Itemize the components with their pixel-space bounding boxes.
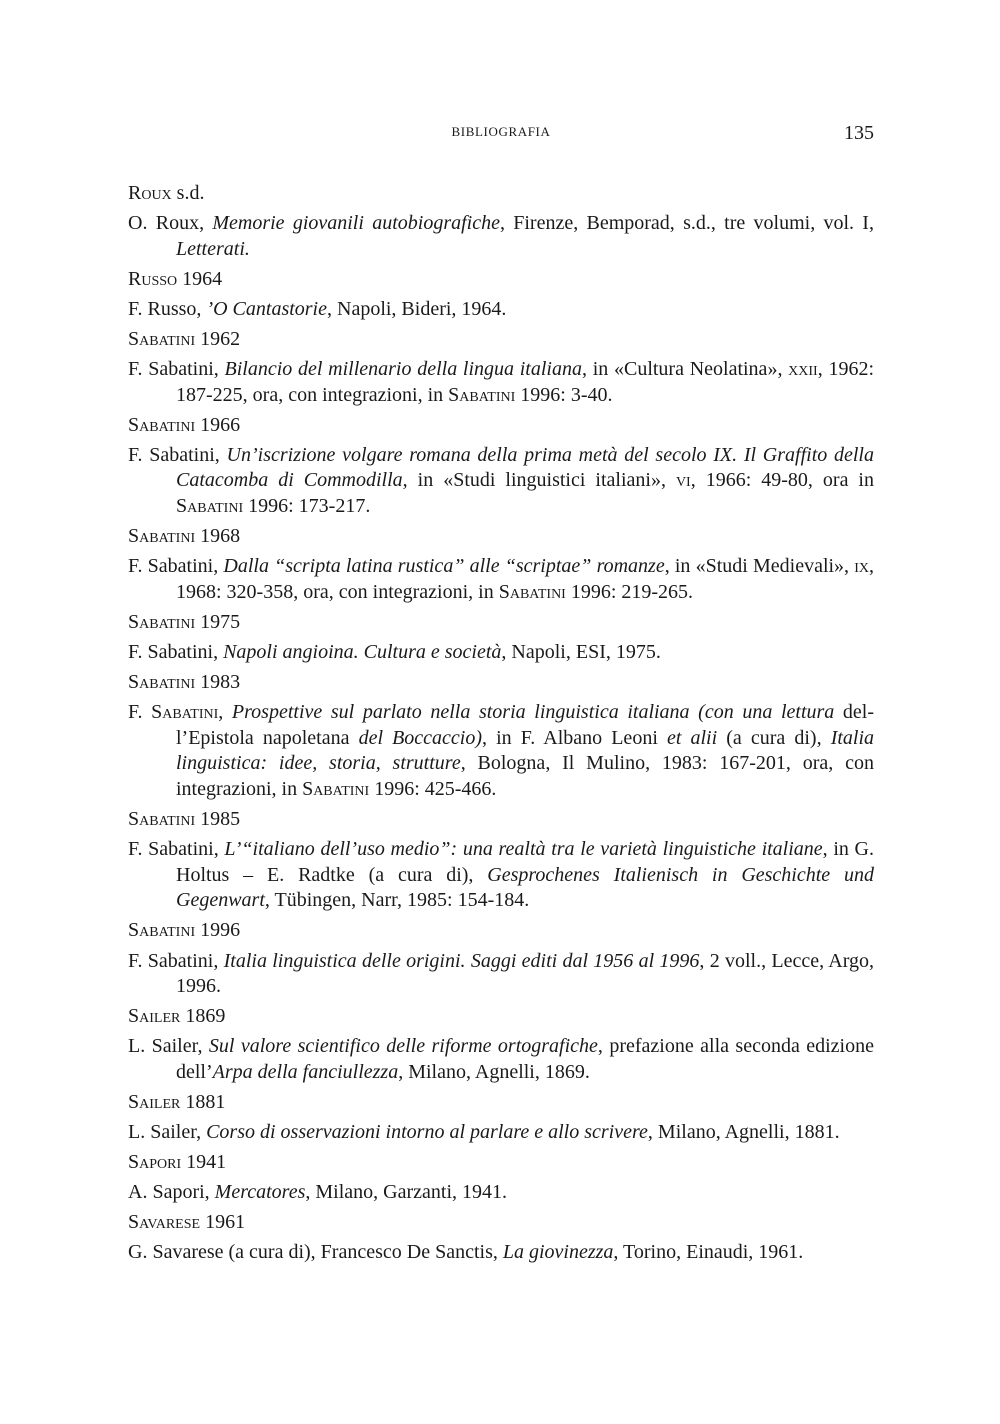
reference-text-segment: , prefazione alla seconda edizione dell’ (176, 1035, 874, 1083)
bibliography-reference (128, 1120, 874, 1146)
bibliography-key (128, 670, 874, 696)
reference-text-segment: F. Russo, (128, 297, 207, 320)
key-author: Sabatini (128, 413, 196, 436)
key-author: Sailer (128, 1091, 181, 1113)
bibliography-key (128, 267, 874, 293)
bibliography-reference (128, 1180, 874, 1206)
reference-title-segment: Mercatores (214, 1181, 306, 1204)
reference-title-segment: Italia linguistica delle origini. Saggi editi dal 1956 al 1996 (223, 949, 700, 972)
key-author: Sabatini (128, 919, 196, 942)
reference-text-segment: ix (854, 555, 869, 578)
reference-text-segment: Sabatini (302, 777, 370, 800)
reference-text-segment: F. Sabatini, (128, 443, 227, 466)
reference-text-segment: G. Savarese (a cura di), Francesco De Sanctis, (128, 1241, 503, 1264)
reference-text-segment: L. Sailer, (128, 1035, 209, 1058)
bibliography-key (128, 1210, 874, 1236)
bibliography-reference (128, 443, 874, 520)
bibliography-reference (128, 554, 874, 605)
bibliography-reference (128, 700, 874, 802)
reference-text-segment: , in «Studi Medievali», (664, 555, 855, 578)
reference-text-segment: , Napoli, Bideri, 1964. (327, 297, 507, 320)
reference-title-segment: del Boccaccio) (358, 726, 483, 749)
reference-text-segment: Sabatini (498, 580, 566, 603)
bibliography-list (128, 181, 874, 1271)
reference-text-segment: F. Sabatini, (128, 838, 225, 861)
key-year: 1961 (200, 1211, 246, 1234)
key-author: Sabatini (128, 610, 196, 633)
reference-text-segment: F. Sabatini, (128, 641, 224, 663)
reference-text-segment: , Firenze, Bemporad, s.d., tre volumi, vol. I, (499, 212, 874, 235)
bibliography-reference (128, 1240, 874, 1266)
reference-text-segment: , 1966: 49-80, ora in (690, 469, 874, 492)
key-author: Savarese (128, 1211, 201, 1234)
bibliography-key (128, 1004, 874, 1030)
key-author: Sailer (128, 1005, 181, 1028)
key-author: Sapori (128, 1151, 182, 1174)
key-author: Sabatini (128, 808, 196, 831)
bibliography-key (128, 807, 874, 833)
running-head (128, 122, 874, 144)
reference-title-segment: L’“italiano dell’uso medio”: una realtà tra le varietà linguistiche italiane (224, 838, 823, 861)
bibliography-key (128, 610, 874, 636)
bibliography-reference (128, 357, 874, 408)
reference-text-segment: , 1962: 187-225, ora, con integrazioni, in (176, 358, 874, 406)
reference-text-segment: , Milano, Garzanti, 1941. (305, 1181, 508, 1204)
running-head-title: BIBLIOGRAFIA (451, 124, 551, 139)
reference-title-segment: Memorie giovanili autobiografiche (212, 212, 500, 235)
reference-text-segment: (a cura di), (717, 726, 831, 749)
key-year: 1975 (195, 610, 241, 633)
key-year: 1966 (195, 413, 241, 436)
reference-title-segment: et alii (666, 726, 718, 749)
reference-text-segment: , in «Studi linguistici italiani», (402, 469, 676, 492)
bibliography-key (128, 413, 874, 439)
reference-text-segment: , Bologna, Il Mulino, 1983: 167-201, ora, con integrazioni, in (176, 752, 874, 800)
bibliography-key (128, 524, 874, 550)
key-year: 1996 (195, 919, 241, 942)
reference-text-segment: F. Sabatini, (128, 358, 225, 381)
bibliography-reference (128, 1034, 874, 1085)
reference-text-segment: L. Sailer, (128, 1121, 207, 1144)
reference-title-segment: Gesprochenes Italienisch in Geschichte und Gegenwart (176, 863, 875, 912)
bibliography-key (128, 1150, 874, 1176)
key-author: Roux (128, 182, 172, 204)
key-author: Sabatini (128, 327, 196, 350)
bibliography-key (128, 181, 874, 207)
reference-title-segment: La giovinezza (502, 1241, 614, 1264)
reference-text-segment: 1996: 425-466. (369, 777, 497, 800)
bibliography-reference (128, 211, 874, 262)
key-year: 1968 (195, 525, 241, 548)
reference-text-segment: , in «Cultura Neolatina», (581, 358, 789, 381)
reference-text-segment: Sabatini (448, 383, 516, 406)
bibliography-reference (128, 949, 874, 1000)
reference-text-segment: del-l’Epistola napoletana (176, 701, 874, 749)
reference-title-segment: Italia linguistica: idee, storia, strutture (176, 726, 875, 775)
bibliography-reference (128, 297, 874, 323)
reference-text-segment: , (218, 701, 232, 724)
key-year: 1881 (180, 1091, 226, 1113)
key-author: Sabatini (128, 525, 196, 548)
page-number: 135 (844, 122, 874, 144)
key-year: 1985 (195, 808, 241, 831)
key-year: 1869 (180, 1005, 226, 1028)
bibliography-reference (128, 837, 874, 914)
reference-text-segment: 1996: 219-265. (565, 580, 694, 603)
bibliography-key (128, 327, 874, 353)
reference-text-segment: F. Sabatini, (128, 555, 224, 578)
reference-text-segment: , Torino, Einaudi, 1961. (613, 1241, 804, 1264)
reference-text-segment: , Napoli, ESI, 1975. (501, 641, 661, 663)
key-year: 1941 (181, 1151, 227, 1174)
bibliography-key (128, 918, 874, 944)
reference-title-segment: Prospettive sul parlato nella storia linguistica italiana (con una lettura (231, 701, 835, 724)
reference-text-segment: , 2 voll., Lecce, Argo, 1996. (176, 949, 874, 998)
reference-title-segment: Arpa della fanciullezza (212, 1060, 399, 1083)
key-author: Russo (128, 267, 178, 290)
reference-text-segment: vi (675, 469, 691, 492)
key-year: 1962 (195, 327, 241, 350)
reference-text-segment: A. Sapori, (128, 1181, 215, 1204)
reference-title-segment: Sul valore scientifico delle riforme ortografiche (208, 1035, 598, 1058)
reference-text-segment: F. Sabatini, (128, 949, 224, 972)
reference-text-segment: , in G. Holtus – E. Radtke (a cura di), (176, 838, 874, 886)
reference-title-segment: Napoli angioina. Cultura e società (223, 641, 502, 663)
reference-text-segment: 1996: 173-217. (243, 495, 371, 518)
reference-title-segment: Dalla “scripta latina rustica” alle “scriptae” romanze (223, 555, 665, 578)
reference-text-segment: F. (128, 701, 152, 724)
key-year: s.d. (171, 182, 205, 204)
reference-text-segment: , in F. Albano Leoni (482, 726, 667, 749)
key-author: Sabatini (128, 671, 196, 694)
reference-text-segment: , Tübingen, Narr, 1985: 154-184. (264, 889, 530, 912)
reference-text-segment: , Milano, Agnelli, 1881. (647, 1121, 840, 1144)
reference-text-segment: O. Roux, (128, 212, 213, 235)
book-page (128, 0, 874, 1424)
reference-title-segment: ’O Cantastorie (206, 297, 327, 320)
reference-title-segment: Un’iscrizione volgare romana della prima metà del secolo IX. Il Graffito della Catacomba di Commodilla (176, 443, 874, 492)
bibliography-reference (128, 640, 874, 666)
reference-text-segment: 1996: 3-40. (515, 383, 613, 406)
bibliography-key (128, 1090, 874, 1116)
reference-title-segment: Letterati. (176, 237, 250, 260)
reference-title-segment: Corso di osservazioni intorno al parlare e allo scrivere (206, 1121, 648, 1144)
reference-text-segment: , Milano, Agnelli, 1869. (398, 1060, 590, 1083)
reference-text-segment: Sabatini (151, 701, 219, 724)
key-year: 1983 (195, 671, 241, 694)
key-year: 1964 (177, 267, 223, 290)
reference-text-segment: , 1968: 320-358, ora, con integrazioni, in (176, 555, 874, 603)
reference-text-segment: xxii (788, 358, 818, 381)
reference-title-segment: Bilancio del millenario della lingua italiana (224, 358, 582, 381)
reference-text-segment: Sabatini (176, 495, 244, 518)
